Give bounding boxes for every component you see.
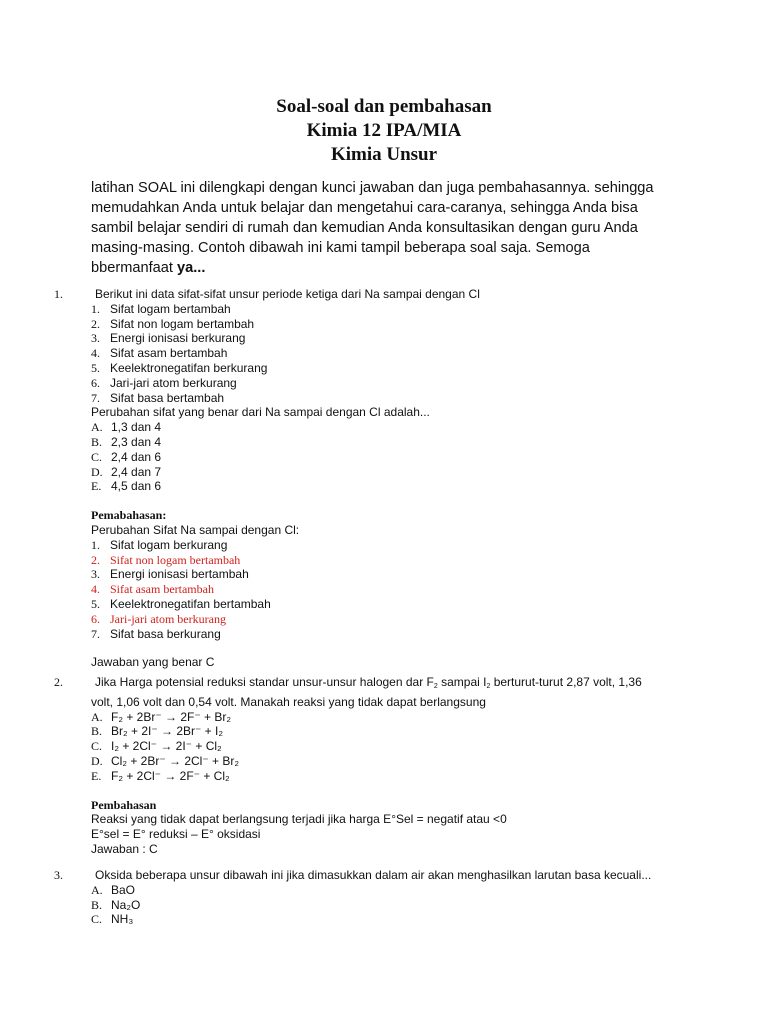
- discussion-item-text: Sifat basa berkurang: [110, 626, 221, 641]
- discussion-item-text: Jari-jari atom berkurang: [110, 611, 226, 626]
- answer-option: [91, 739, 691, 754]
- discussion-item-text: Sifat non logam bertambah: [110, 552, 241, 567]
- discussion-item: [91, 627, 691, 642]
- answer-option-key: B.: [91, 434, 103, 449]
- property-item-key: 6.: [91, 375, 100, 390]
- answer-option: [91, 754, 691, 769]
- answer-option-text: 1,3 dan 4: [111, 420, 162, 435]
- question-body: [91, 287, 691, 670]
- property-item-key: 2.: [91, 316, 100, 331]
- discussion-line: E°sel = E° reduksi – E° oksidasi: [91, 827, 261, 842]
- discussion-item-key: 6.: [91, 611, 100, 626]
- question-text-part: Jika Harga potensial reduksi standar unsur-unsur halogen dar F: [95, 675, 434, 689]
- intro-line: [91, 258, 691, 278]
- answer-option: [91, 883, 691, 898]
- answer-option-key: C.: [91, 449, 103, 464]
- question-body: [91, 675, 691, 857]
- property-item: [91, 361, 691, 376]
- answer-option: [91, 479, 691, 494]
- subscript: 2: [486, 683, 491, 690]
- discussion-item: [91, 567, 691, 582]
- property-list: [91, 302, 691, 406]
- answer-option-key: D.: [91, 464, 103, 479]
- document-title: [0, 95, 768, 167]
- answer-option-key: A.: [91, 882, 103, 897]
- discussion-line: Jawaban : C: [91, 841, 158, 856]
- intro-line: memudahkan Anda untuk belajar dan mengetahui cara-caranya, sehingga Anda bisa: [91, 200, 638, 216]
- property-item: [91, 376, 691, 391]
- answer-option-text: NH₃: [111, 912, 134, 927]
- question-text-part: sampai I: [437, 675, 487, 689]
- answer-option-text: F₂ + 2Cl⁻ → 2F⁻ + Cl₂: [111, 768, 230, 783]
- answer-option: [91, 465, 691, 480]
- intro-last-text: bbermanfaat: [91, 260, 173, 276]
- discussion-list: [91, 538, 691, 642]
- property-item: [91, 331, 691, 346]
- discussion-item: [91, 582, 691, 597]
- discussion-item-key: 7.: [91, 626, 100, 641]
- answer-option: [91, 435, 691, 450]
- answer-option-key: C.: [91, 912, 103, 927]
- property-item: [91, 302, 691, 317]
- question-body: [91, 868, 691, 927]
- answer-option-text: 4,5 dan 6: [111, 479, 162, 494]
- property-item-key: 7.: [91, 390, 100, 405]
- subscript: 2: [433, 683, 438, 690]
- answer-option: [91, 710, 691, 725]
- answer-option: [91, 769, 691, 784]
- discussion-intro: Perubahan Sifat Na sampai dengan Cl:: [91, 522, 300, 537]
- property-item-text: Sifat basa bertambah: [110, 390, 225, 405]
- property-item-text: Jari-jari atom berkurang: [110, 375, 237, 390]
- intro-line: latihan SOAL ini dilengkapi dengan kunci jawaban dan juga pembahasannya. sehingga: [91, 180, 654, 196]
- answer-options: [91, 420, 691, 494]
- answer-option-key: B.: [91, 897, 103, 912]
- question-text-line-1: [91, 675, 691, 695]
- property-item: [91, 317, 691, 332]
- property-item-text: Sifat non logam bertambah: [110, 316, 255, 331]
- question-prompt: Perubahan sifat yang benar dari Na sampai dengan Cl adalah...: [91, 405, 430, 420]
- question-text: Berikut ini data sifat-sifat unsur periode ketiga dari Na sampai dengan Cl: [95, 287, 480, 301]
- intro-line: masing-masing. Contoh dibawah ini kami tampil beberapa soal saja. Semoga: [91, 240, 590, 256]
- discussion-item: [91, 597, 691, 612]
- discussion-item: [91, 538, 691, 553]
- answer-option-text: BaO: [111, 882, 136, 897]
- discussion-item-text: Keelektronegatifan bertambah: [110, 596, 271, 611]
- discussion-item-text: Sifat logam berkurang: [110, 537, 228, 552]
- discussion-item: [91, 612, 691, 627]
- property-item-text: Keelektronegatifan berkurang: [110, 360, 268, 375]
- property-item-text: Energi ionisasi berkurang: [110, 331, 246, 346]
- answer-option: [91, 420, 691, 435]
- property-item: [91, 346, 691, 361]
- property-item-key: 1.: [91, 301, 100, 316]
- discussion-line: Reaksi yang tidak dapat berlangsung terjadi jika harga E°Sel = negatif atau <0: [91, 812, 507, 827]
- property-item-text: Sifat asam bertambah: [110, 346, 228, 361]
- answer-option-key: B.: [91, 724, 103, 739]
- discussion-item-key: 5.: [91, 596, 100, 611]
- answer-option: [91, 898, 691, 913]
- answer-line: Jawaban yang benar C: [91, 655, 215, 670]
- answer-option-text: Na₂O: [111, 897, 141, 912]
- answer-option-key: E.: [91, 768, 102, 783]
- title-line-2: Kimia 12 IPA/MIA: [306, 120, 462, 141]
- discussion-item-text: Sifat asam bertambah: [110, 582, 214, 597]
- discussion-heading: Pembahasan: [91, 797, 157, 812]
- question-text-line-2: volt, 1,06 volt dan 0,54 volt. Manakah reaksi yang tidak dapat berlangsung: [91, 694, 486, 709]
- discussion-item-key: 4.: [91, 582, 100, 597]
- question-text-part: berturut-turut 2,87 volt, 1,36: [490, 675, 642, 689]
- answer-option-text: F₂ + 2Br⁻ → 2F⁻ + Br₂: [111, 709, 232, 724]
- answer-option-text: 2,4 dan 7: [111, 464, 162, 479]
- intro-last-bold: ya...: [177, 260, 206, 276]
- title-line-3: Kimia Unsur: [330, 144, 438, 165]
- answer-option-text: Cl₂ + 2Br⁻ → 2Cl⁻ + Br₂: [111, 753, 240, 768]
- answer-option-key: D.: [91, 753, 103, 768]
- property-item-key: 4.: [91, 346, 100, 361]
- answer-option-text: Br₂ + 2I⁻ → 2Br⁻ + I₂: [111, 724, 224, 739]
- discussion-item-key: 3.: [91, 567, 100, 582]
- discussion-item: [91, 553, 691, 568]
- intro-line: sambil belajar sendiri di rumah dan kemudian Anda konsultasikan dengan guru Anda: [91, 220, 638, 236]
- property-item-key: 5.: [91, 360, 100, 375]
- intro-paragraph: [91, 178, 691, 278]
- discussion-heading: Pemabahasan:: [91, 508, 167, 523]
- property-item-text: Sifat logam bertambah: [110, 301, 231, 316]
- property-item: [91, 391, 691, 406]
- answer-option-text: 2,3 dan 4: [111, 434, 162, 449]
- answer-option-key: E.: [91, 479, 102, 494]
- question-number: 2.: [54, 675, 63, 689]
- answer-options: [91, 710, 691, 784]
- discussion-item-key: 2.: [91, 552, 100, 567]
- discussion-item-text: Energi ionisasi bertambah: [110, 567, 249, 582]
- discussion-item-key: 1.: [91, 537, 100, 552]
- answer-option-text: I₂ + 2Cl⁻ → 2I⁻ + Cl₂: [111, 739, 222, 754]
- answer-option-key: C.: [91, 739, 103, 754]
- answer-option: [91, 724, 691, 739]
- answer-option-text: 2,4 dan 6: [111, 449, 162, 464]
- question-text: Oksida beberapa unsur dibawah ini jika dimasukkan dalam air akan menghasilkan larutan basa kecuali...: [95, 868, 652, 882]
- property-item-key: 3.: [91, 331, 100, 346]
- title-line-1: Soal-soal dan pembahasan: [276, 96, 492, 117]
- answer-option: [91, 450, 691, 465]
- question-number: 1.: [54, 287, 63, 301]
- answer-option-key: A.: [91, 420, 103, 435]
- answer-options: [91, 883, 691, 927]
- answer-option-key: A.: [91, 709, 103, 724]
- answer-option: [91, 912, 691, 927]
- question-number: 3.: [54, 868, 63, 882]
